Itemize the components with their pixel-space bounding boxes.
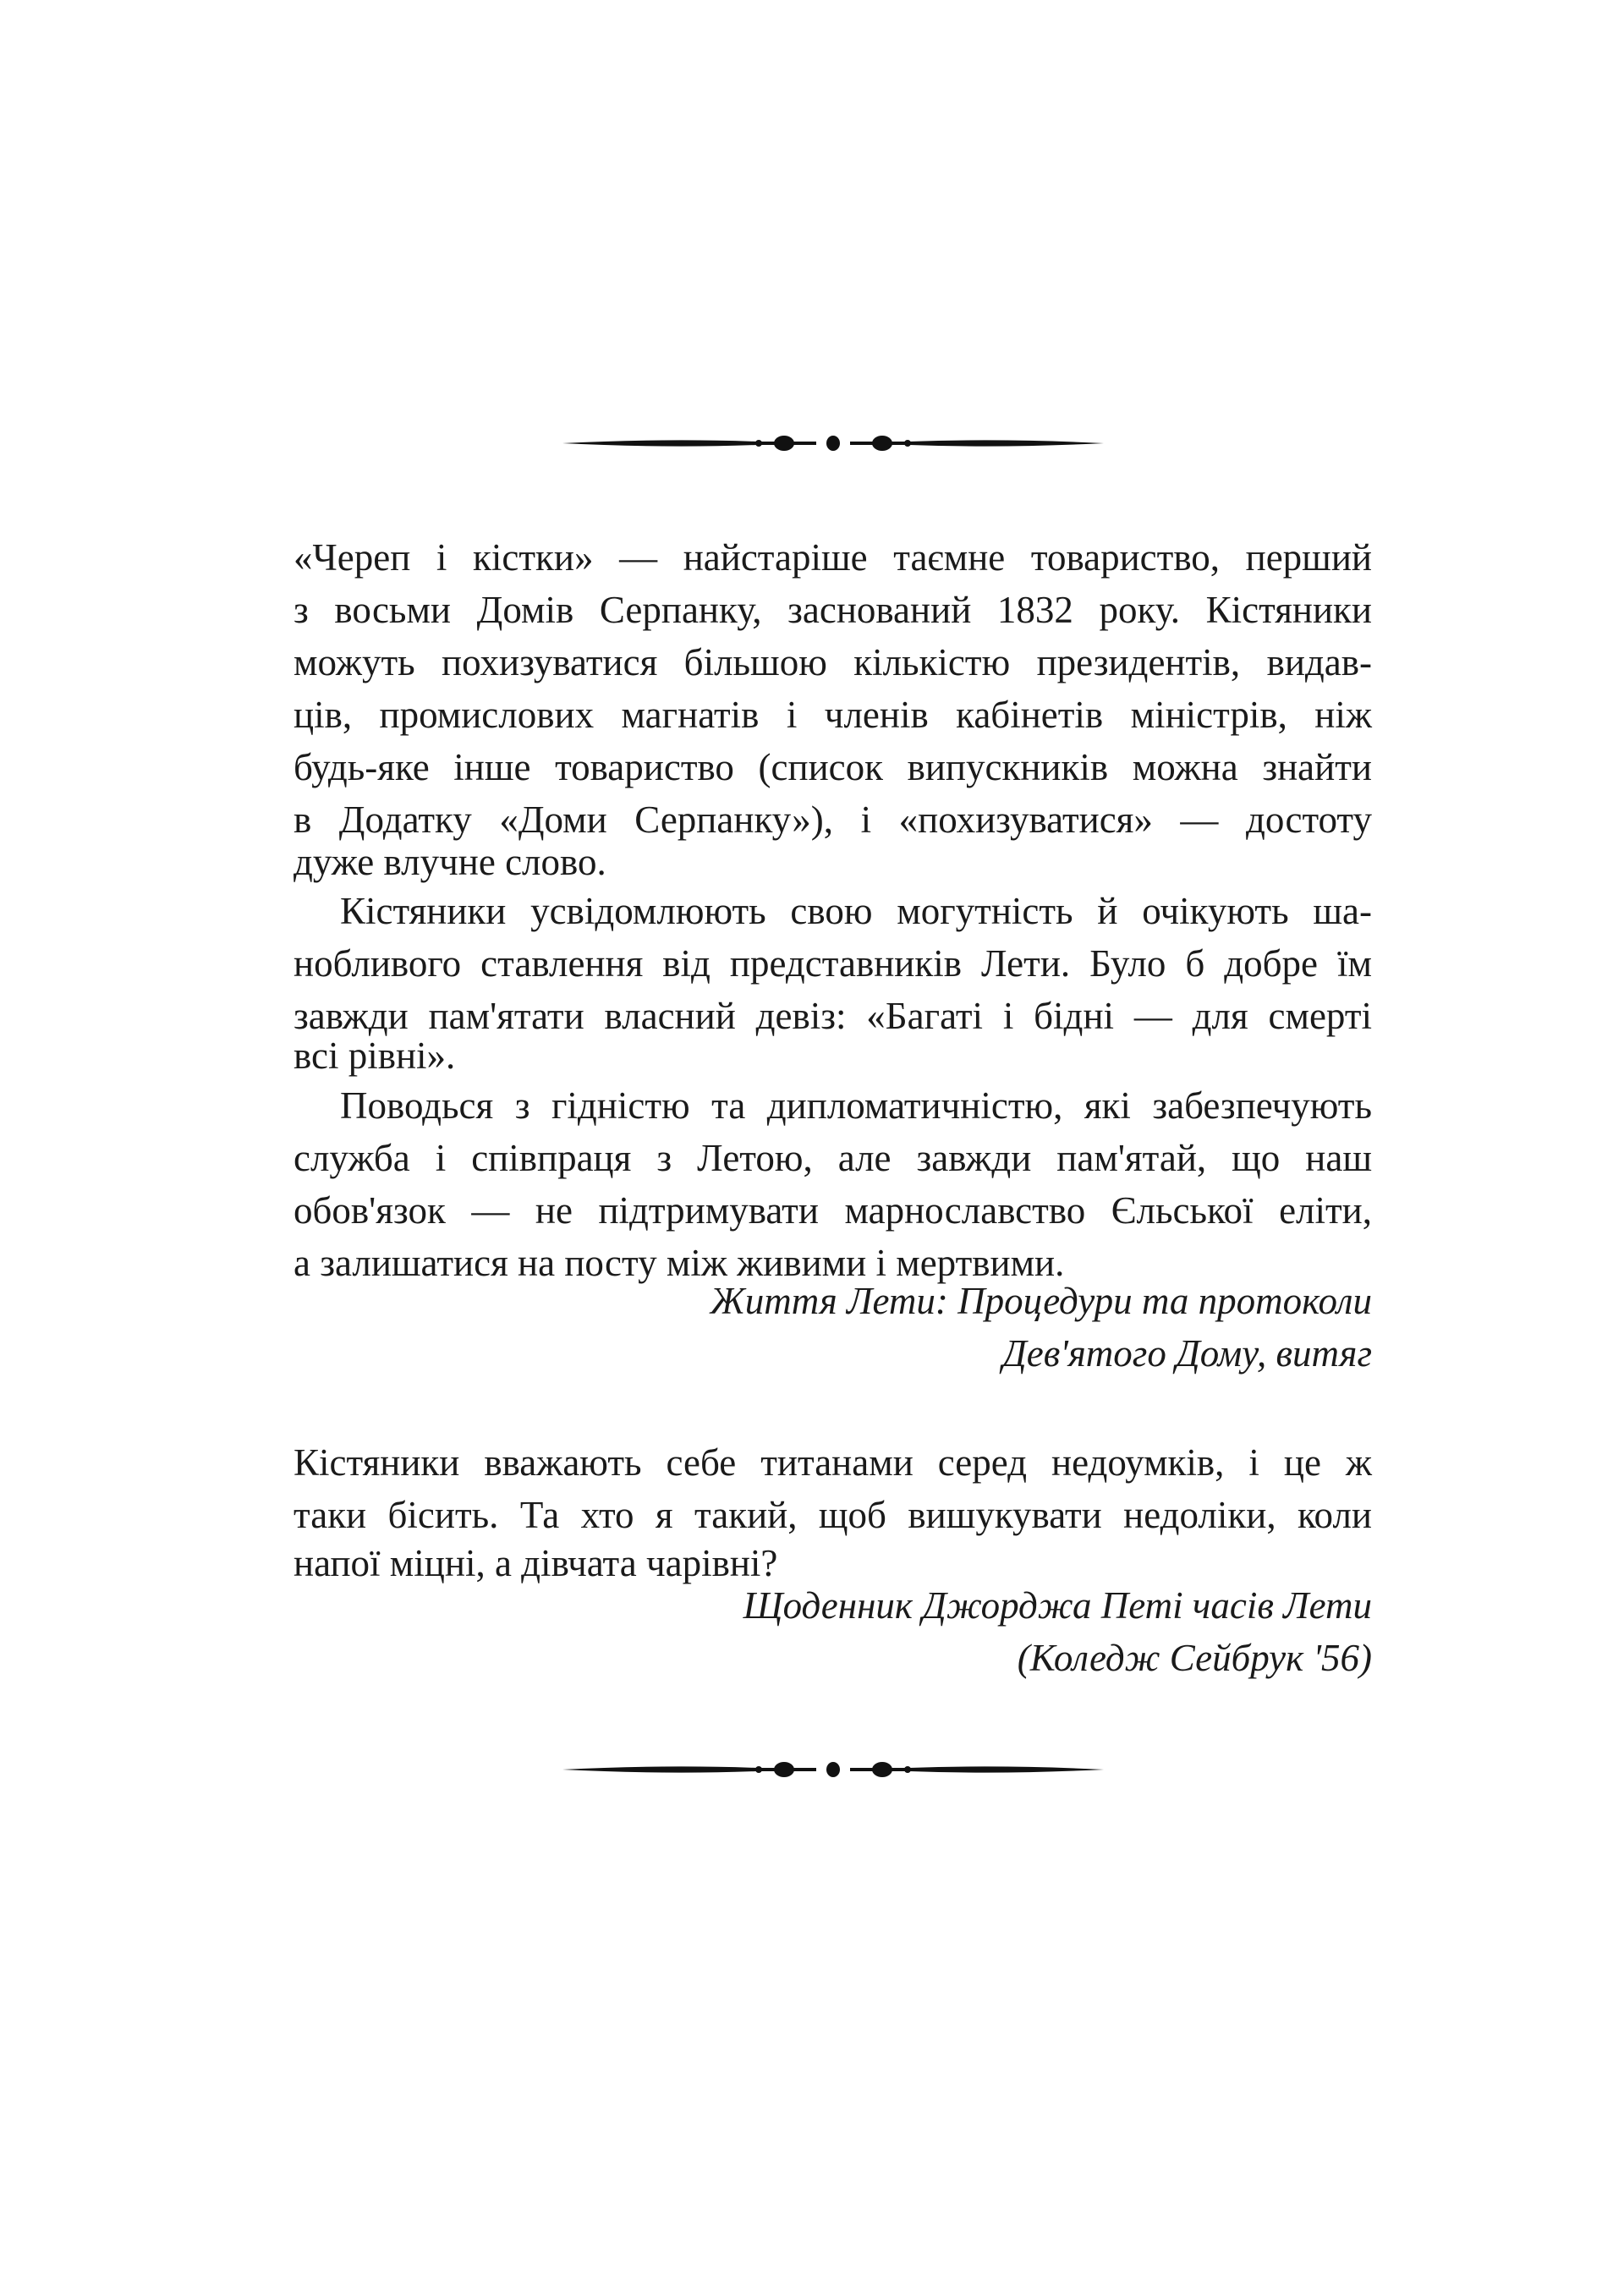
epigraph-source: Життя Лети: Процедури та протоколи: [710, 1280, 1372, 1322]
text-line: будь-яке інше товариство (список випускників можна знайти: [294, 746, 1372, 788]
text-line: таки бісить. Та хто я такий, щоб вишукувати недоліки, коли: [294, 1494, 1372, 1536]
text-line: служба і співпраця з Летою, але завжди пам'ятай, що наш: [294, 1137, 1372, 1179]
text-line: «Череп і кістки» — найстаріше таємне товариство, перший: [294, 536, 1372, 579]
text-line: дуже влучне слово.: [294, 841, 606, 883]
text-line: нобливого ставлення від представників Лети. Було б добре їм: [294, 942, 1372, 985]
epigraph-source: (Коледж Сейбрук '56): [1017, 1637, 1372, 1679]
text-line: всі рівні».: [294, 1034, 456, 1077]
text-line: ців, промислових магнатів і членів кабінетів міністрів, ніж: [294, 694, 1372, 736]
epigraph-source: Дев'ятого Дому, витяг: [1002, 1332, 1372, 1375]
text-line: з восьми Домів Серпанку, заснований 1832 року. Кістяники: [294, 589, 1372, 631]
text-line: Кістяники вважають себе титанами серед недоумків, і це ж: [294, 1441, 1372, 1484]
ornament-divider-top: [562, 431, 1104, 456]
text-line: можуть похизуватися більшою кількістю президентів, видав-: [294, 641, 1372, 683]
text-line: в Додатку «Доми Серпанку»), і «похизуватися» — достоту: [294, 798, 1372, 841]
epigraph-source: Щоденник Джорджа Петі часів Лети: [743, 1584, 1372, 1627]
text-line: Кістяники усвідомлюють свою могутність й очікують ша-: [340, 890, 1372, 932]
text-line: а залишатися на посту між живими і мертвими.: [294, 1242, 1065, 1284]
ornament-divider-bottom: [562, 1757, 1104, 1782]
text-line: завжди пам'ятати власний девіз: «Багаті і бідні — для смерті: [294, 995, 1372, 1037]
text-line: обов'язок — не підтримувати марнославство Єльської еліти,: [294, 1189, 1372, 1232]
text-line: напої міцні, а дівчата чарівні?: [294, 1542, 778, 1584]
text-line: Поводься з гідністю та дипломатичністю, які забезпечують: [340, 1084, 1372, 1127]
